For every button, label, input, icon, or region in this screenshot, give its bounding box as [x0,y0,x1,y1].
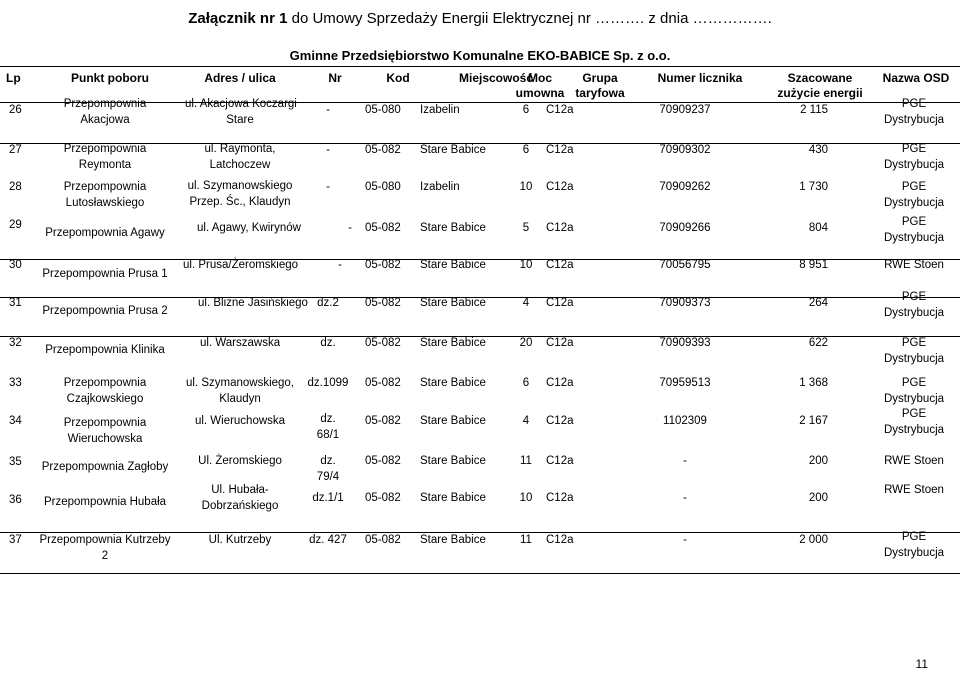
row-miejscowosc: Stare Babice [420,222,486,234]
row-lp: 37 [9,534,22,546]
row-adres [185,532,295,548]
row-moc: 4 [522,297,530,309]
row-nr-line1: - [326,144,330,156]
row-moc: 11 [520,455,532,467]
header-nr: Nr [328,71,342,85]
row-miejscowosc: Stare Babice [420,377,486,389]
header-osd: Nazwa OSD [882,71,950,85]
row-adres-line2: Latchoczew [209,159,271,171]
row-osd-line2: Dystrybucja [883,197,945,209]
row-licznik: 70909373 [659,297,711,309]
row-osd-line1: PGE [901,291,927,303]
header-lp: Lp [6,71,21,85]
row-punkt-poboru-line2: 2 [101,550,109,562]
row-osd [872,482,956,498]
row-nr-line2: 68/1 [316,429,340,441]
row-adres-line1: ul. Raymonta, [204,143,276,155]
row-grupa: C12a [546,337,574,349]
row-osd-line1: RWE Stoen [884,484,944,496]
row-adres [185,482,295,514]
row-zuzycie: 1 368 [799,377,828,389]
row-licznik: 1102309 [663,415,707,427]
row-nr [298,453,358,485]
row-licznik: 70959513 [659,377,711,389]
row-osd [872,257,956,273]
row-moc: 11 [520,534,532,546]
header-grupa-line1: Grupa [582,71,618,85]
document-title-rest: do Umowy Sprzedaży Energii Elektrycznej nr ………. z dnia ……………. [287,10,772,27]
row-punkt-poboru-line1: Przepompownia Prusa 1 [42,268,168,280]
row-nr-line1: - [338,259,342,271]
row-miejscowosc: Stare Babice [420,534,486,546]
header-grupa [565,71,635,101]
row-zuzycie: 2 167 [799,415,828,427]
row-moc: 10 [519,259,533,271]
row-lp: 34 [9,415,22,427]
row-grupa: C12a [546,104,574,116]
row-nr [298,532,358,548]
row-nr [298,102,358,118]
row-miejscowosc: Stare Babice [420,455,486,467]
row-punkt-poboru-line1: Przepompownia [63,181,147,193]
row-kod: 05-082 [365,144,401,156]
row-adres-line1: ul. Agawy, Kwirynów [197,222,301,234]
row-kod: 05-082 [365,415,401,427]
row-osd [872,453,956,469]
row-grupa: C12a [546,377,574,389]
header-szacowane-line1: Szacowane [787,71,853,85]
row-moc: 10 [519,492,533,504]
row-adres-line1: ul. Warszawska [200,337,281,349]
row-adres-line1: ul. Wieruchowska [194,415,286,427]
row-adres-line1: Ul. Hubała- [211,484,269,496]
row-kod: 05-082 [365,492,401,504]
row-nr-line1: - [348,222,352,234]
row-punkt-poboru [30,494,180,510]
row-adres-line1: ul. Prusa/Żeromskiego [183,259,299,271]
row-nr-line1: dz. [320,455,336,467]
row-punkt-poboru-line1: Przepompownia Kutrzeby [39,534,171,546]
row-licznik: 70909302 [659,144,711,156]
row-kod: 05-082 [365,337,401,349]
row-osd-line2: Dystrybucja [883,424,945,436]
row-osd [872,179,956,211]
row-adres-line1: ul. Blizne Jasińskiego [198,297,308,309]
row-adres-line1: ul. Szymanowskiego [187,180,293,192]
document-title [0,10,960,27]
row-nr [298,142,358,158]
row-separator [0,573,960,574]
row-nr-line1: - [326,181,330,193]
row-nr-line1: dz. [320,337,336,349]
row-osd-line1: PGE [901,98,927,110]
row-nr-line1: dz. 427 [309,534,347,546]
document-subtitle: Gminne Przedsiębiorstwo Komunalne EKO-BABICE Sp. z o.o. [289,48,671,63]
row-osd-line1: PGE [901,408,927,420]
row-osd-line2: Dystrybucja [883,393,945,405]
row-adres-line1: ul. Akacjowa Koczargi [185,98,297,110]
row-punkt-poboru-line1: Przepompownia Prusa 2 [42,305,168,317]
row-punkt-poboru-line1: Przepompownia [63,143,147,155]
row-osd [872,375,956,407]
header-szacowane [770,71,870,101]
row-nr-line1: dz.2 [317,297,339,309]
row-lp: 28 [9,181,22,193]
row-osd-line2: Dystrybucja [883,114,945,126]
row-osd-line1: PGE [901,181,927,193]
row-grupa: C12a [546,259,574,271]
row-adres [185,375,295,407]
row-adres-line1: ul. Szymanowskiego, [185,377,295,389]
row-punkt-poboru-line2: Czajkowskiego [66,393,144,405]
row-licznik: - [683,455,687,467]
row-punkt-poboru [30,342,180,358]
row-nr [298,411,358,443]
row-punkt-poboru [30,266,180,282]
row-miejscowosc: Stare Babice [420,337,486,349]
row-zuzycie: 264 [808,297,828,309]
row-zuzycie: 430 [808,144,828,156]
row-lp: 33 [9,377,22,389]
header-miejscowosc: Miejscowość [458,71,534,85]
row-grupa: C12a [546,455,574,467]
row-nr-line1: - [326,104,330,116]
row-punkt-poboru-line2: Lutosławskiego [65,197,145,209]
row-kod: 05-082 [365,259,401,271]
row-punkt-poboru [30,179,180,211]
row-nr [298,335,358,351]
header-top-rule [0,66,960,67]
row-miejscowosc: Izabelin [420,181,460,193]
row-osd-line1: RWE Stoen [884,455,944,467]
row-zuzycie: 200 [808,455,828,467]
row-zuzycie: 200 [808,492,828,504]
row-osd [872,406,956,438]
row-osd-line1: PGE [901,216,927,228]
row-punkt-poboru-line1: Przepompownia Zagłoby [41,461,169,473]
row-lp: 30 [9,259,22,271]
row-adres [183,257,343,273]
header-moc-line2: umowna [515,86,565,100]
row-lp: 29 [9,219,22,231]
row-licznik: 70909237 [659,104,711,116]
row-nr-line1: dz.1/1 [312,492,344,504]
row-osd-line2: Dystrybucja [883,232,945,244]
row-moc: 5 [522,222,530,234]
row-punkt-poboru-line2: Wieruchowska [67,433,143,445]
row-punkt-poboru [30,415,180,447]
row-licznik: 70909266 [659,222,711,234]
row-osd [872,529,956,561]
header-szacowane-line2: zużycie energii [777,86,863,100]
row-nr-line1: dz. [320,413,336,425]
row-punkt-poboru-line1: Przepompownia [63,417,147,429]
header-kod: Kod [386,71,410,85]
row-adres-line2: Dobrzańskiego [201,500,279,512]
row-adres [185,413,295,429]
row-kod: 05-082 [365,222,401,234]
row-osd [872,289,956,321]
row-kod: 05-082 [365,297,401,309]
row-adres [185,96,295,128]
document-title-bold: Załącznik nr 1 [188,10,288,27]
row-osd-line1: RWE Stoen [884,259,944,271]
row-licznik: 70056795 [659,259,711,271]
row-punkt-poboru-line2: Reymonta [78,159,132,171]
row-nr [330,257,350,273]
row-punkt-poboru-line1: Przepompownia [63,377,147,389]
row-punkt-poboru-line2: Akacjowa [80,114,130,126]
row-nr [298,490,358,506]
row-zuzycie: 2 115 [800,104,828,116]
row-osd [872,214,956,246]
row-moc: 4 [522,415,530,427]
row-adres [200,335,310,351]
row-osd [872,141,956,173]
row-punkt-poboru [30,96,180,128]
row-licznik: - [683,534,687,546]
row-kod: 05-080 [365,104,401,116]
row-punkt-poboru [30,532,180,564]
row-lp: 27 [9,144,22,156]
row-adres [185,178,295,210]
row-zuzycie: 804 [808,222,828,234]
header-licznik: Numer licznika [657,71,743,85]
row-adres [185,453,295,469]
row-nr [298,375,358,391]
row-miejscowosc: Stare Babice [420,297,486,309]
row-osd-line1: PGE [901,377,927,389]
row-punkt-poboru-line1: Przepompownia Agawy [45,227,165,239]
row-punkt-poboru [30,459,180,475]
header-moc-line1: Moc [528,71,552,85]
row-miejscowosc: Stare Babice [420,492,486,504]
row-moc: 10 [519,181,533,193]
row-moc: 20 [519,337,533,349]
row-grupa: C12a [546,222,574,234]
row-miejscowosc: Stare Babice [420,259,486,271]
row-adres [185,141,295,173]
row-grupa: C12a [546,181,574,193]
row-kod: 05-080 [365,181,401,193]
row-adres-line2: Stare [226,114,254,126]
row-nr [340,220,360,236]
row-adres-line1: Ul. Żeromskiego [198,455,282,467]
header-punkt: Punkt poboru [71,71,149,85]
row-kod: 05-082 [365,534,401,546]
row-punkt-poboru-line1: Przepompownia Klinika [45,344,165,356]
row-punkt-poboru [30,375,180,407]
row-punkt-poboru [30,141,180,173]
row-miejscowosc: Stare Babice [420,144,486,156]
header-moc [510,71,570,101]
row-zuzycie: 8 951 [799,259,828,271]
row-licznik: 70909393 [659,337,711,349]
row-osd-line2: Dystrybucja [883,547,945,559]
row-grupa: C12a [546,144,574,156]
row-adres-line1: Ul. Kutrzeby [208,534,272,546]
row-osd-line2: Dystrybucja [883,307,945,319]
row-moc: 6 [522,104,530,116]
header-grupa-line2: taryfowa [575,86,625,100]
row-zuzycie: 622 [808,337,828,349]
row-osd-line1: PGE [901,531,927,543]
row-nr [298,295,358,311]
row-kod: 05-082 [365,377,401,389]
page-number: 11 [915,657,928,671]
row-adres-line2: Klaudyn [219,393,261,405]
row-moc: 6 [522,144,530,156]
row-osd-line1: PGE [901,337,927,349]
row-grupa: C12a [546,415,574,427]
row-lp: 35 [9,456,22,468]
row-punkt-poboru-line1: Przepompownia [63,98,147,110]
row-nr [298,179,358,195]
row-grupa: C12a [546,492,574,504]
row-kod: 05-082 [365,455,401,467]
row-adres-line2: Przep. Śc., Klaudyn [189,196,291,208]
row-miejscowosc: Izabelin [420,104,460,116]
row-licznik: 70909262 [659,181,711,193]
row-osd-line1: PGE [901,143,927,155]
row-zuzycie: 1 730 [799,181,828,193]
row-osd [872,335,956,367]
row-nr-line1: dz.1099 [307,377,349,389]
row-osd-line2: Dystrybucja [883,353,945,365]
row-moc: 6 [522,377,530,389]
row-lp: 26 [9,104,22,116]
row-grupa: C12a [546,534,574,546]
row-osd-line2: Dystrybucja [883,159,945,171]
row-lp: 32 [9,337,22,349]
row-lp: 36 [9,494,22,506]
row-punkt-poboru [30,225,180,241]
header-adres: Adres / ulica [204,71,276,85]
row-lp: 31 [9,297,22,309]
row-licznik: - [683,492,687,504]
row-miejscowosc: Stare Babice [420,415,486,427]
row-zuzycie: 2 000 [799,534,828,546]
row-osd [872,96,956,128]
row-grupa: C12a [546,297,574,309]
row-punkt-poboru [30,303,180,319]
row-punkt-poboru-line1: Przepompownia Hubała [43,496,167,508]
row-nr-line2: 79/4 [316,471,340,483]
